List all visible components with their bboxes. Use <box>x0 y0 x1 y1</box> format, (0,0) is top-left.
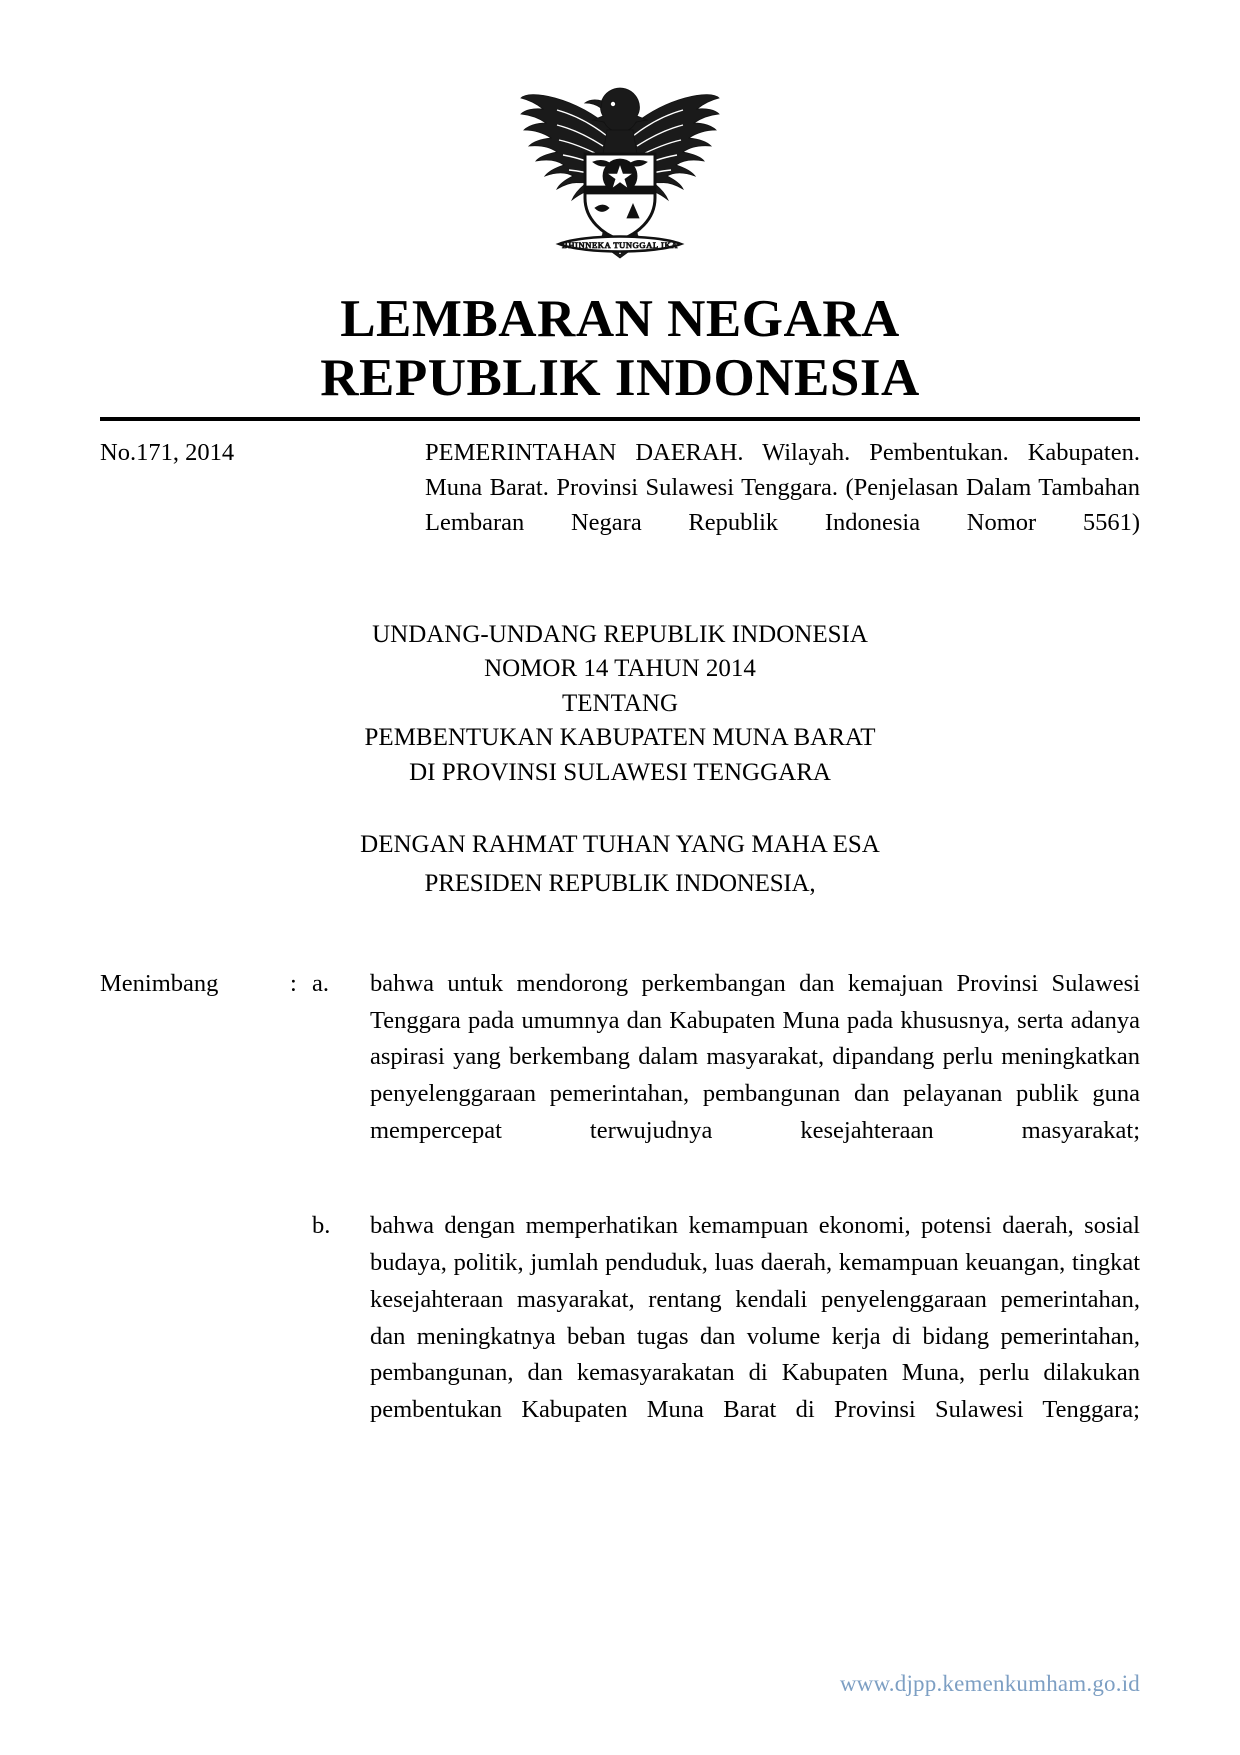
law-title-block <box>100 618 1140 791</box>
consideration-text-a: bahwa untuk mendorong perkembangan dan kemajuan Provinsi Sulawesi Tenggara pada umumnya dan Kabupaten Muna pada khususnya, serta adanya aspirasi yang berkembang dalam masyarakat, dipandang perlu meningkatkan penyelenggaraan pemerintahan, pembangunan dan pelayanan publik guna mempercepat terwujudnya kesejahteraan masyarakat; <box>370 969 1140 1144</box>
garuda-pancasila-emblem <box>515 68 725 268</box>
law-title-line-3: TENTANG <box>561 689 679 717</box>
masthead-line-1: LEMBARAN NEGARA <box>340 290 900 348</box>
president-line: PRESIDEN REPUBLIK INDONESIA, <box>424 870 816 898</box>
considerations-section <box>100 966 1140 1466</box>
law-title-line-2: NOMOR 14 TAHUN 2014 <box>484 655 756 683</box>
consideration-marker-b: b. <box>312 1212 331 1240</box>
header-row <box>100 435 1140 576</box>
masthead <box>100 290 1140 409</box>
header-divider <box>100 417 1140 421</box>
considerations-colon: : <box>290 969 297 997</box>
oath-line: DENGAN RAHMAT TUHAN YANG MAHA ESA <box>360 831 880 859</box>
consideration-marker-a: a. <box>312 969 329 997</box>
considerations-label: Menimbang <box>100 969 219 997</box>
footer-watermark-url[interactable]: www.djpp.kemenkumham.go.id <box>839 1671 1140 1696</box>
consideration-text-b: bahwa dengan memperhatikan kemampuan ekonomi, potensi daerah, sosial budaya, politik, jumlah penduduk, luas daerah, kemampuan keuangan, tingkat kesejahteraan masyarakat, rentang kendali penyelenggaraan pemerintahan, dan meningkatnya beban tugas dan volume kerja di bidang pemerintahan, pembangunan, dan kemasyarakatan di Kabupaten Muna, perlu dilakukan pembentukan Kabupaten Muna Barat di Provinsi Sulawesi Tenggara; <box>370 1212 1140 1424</box>
law-title-line-4: PEMBENTUKAN KABUPATEN MUNA BARAT <box>364 724 876 752</box>
oath-block <box>100 826 1140 904</box>
gazette-subject: PEMERINTAHAN DAERAH. Wilayah. Pembentukan. Kabupaten. Muna Barat. Provinsi Sulawesi Tenggara. (Penjelasan Dalam Tambahan Lembaran Negara Republik Indonesia Nomor 5561) <box>425 438 1140 537</box>
law-title-line-5: DI PROVINSI SULAWESI TENGGARA <box>409 758 831 786</box>
consideration-item-a <box>100 966 1140 1187</box>
svg-text:BHINNEKA TUNGGAL IKA: BHINNEKA TUNGGAL IKA <box>562 240 678 250</box>
gazette-number: No.171, 2014 <box>100 438 235 466</box>
emblem-container <box>100 0 1140 268</box>
law-title-line-1: UNDANG-UNDANG REPUBLIK INDONESIA <box>372 620 868 648</box>
consideration-item-b <box>100 1208 1140 1465</box>
masthead-line-2: REPUBLIK INDONESIA <box>320 349 920 408</box>
